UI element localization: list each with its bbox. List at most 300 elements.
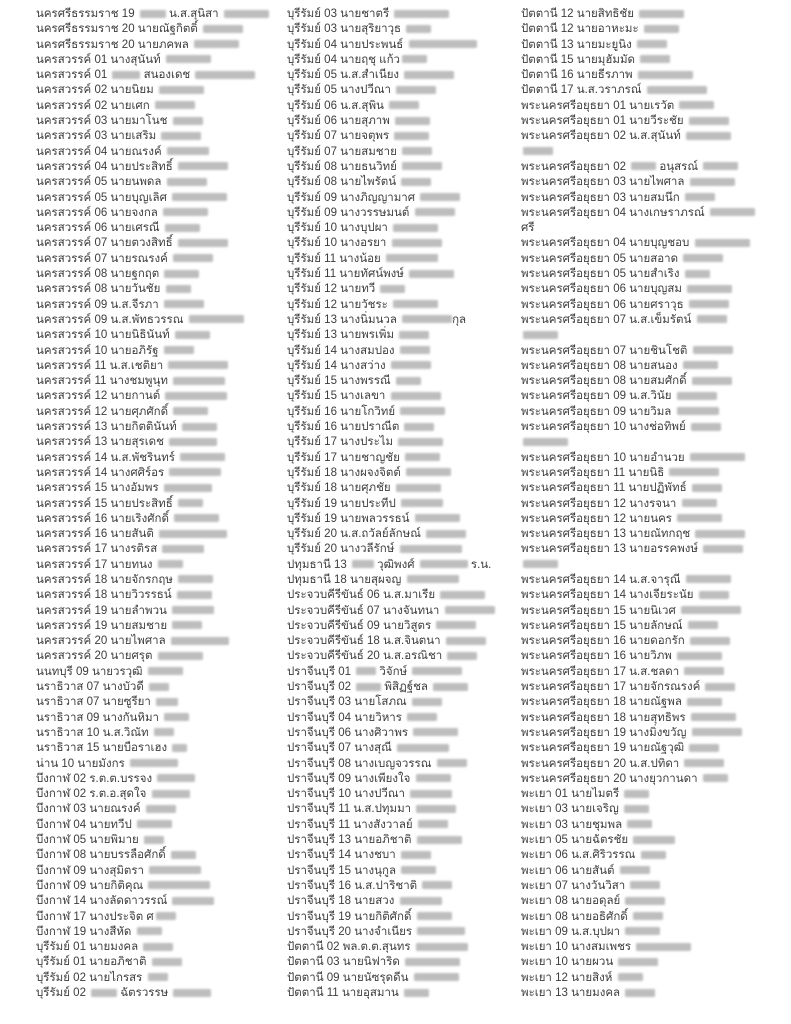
list-entry: ปัตตานี 17 น.ส.วราภรณ์ bbox=[521, 83, 789, 98]
list-entry: นครสวรรค์ 05 นายบุญเลิศ bbox=[36, 191, 285, 206]
list-entry: นครศรีธรรมราช 20 นายภคพล bbox=[36, 38, 285, 53]
list-entry: พระนครศรีอยุธยา 18 นายณัฐพล bbox=[521, 695, 789, 710]
redacted-surname bbox=[440, 591, 485, 599]
list-entry: ปราจีนบุรี 02 พิสิฏฐ์ชล bbox=[287, 680, 520, 695]
redacted-surname bbox=[637, 40, 667, 48]
list-entry: บุรีรัมย์ 07 นายจตุพร bbox=[287, 129, 520, 144]
redacted-surname bbox=[699, 591, 729, 599]
redacted-surname bbox=[158, 560, 183, 568]
list-entry: บุรีรัมย์ 20 นางวลีรักษ์ bbox=[287, 542, 520, 557]
redacted-surname bbox=[167, 178, 207, 186]
list-entry: บุรีรัมย์ 10 นางบุปผา bbox=[287, 221, 520, 236]
redacted-surname bbox=[705, 683, 735, 691]
list-entry: พระนครศรีอยุธยา 05 นายสอาด bbox=[521, 252, 789, 267]
redacted-surname bbox=[159, 530, 227, 538]
redacted-surname bbox=[401, 178, 431, 186]
list-entry: ปราจีนบุรี 10 นางปวีณา bbox=[287, 787, 520, 802]
list-entry: บึงกาฬ 19 นางสีหัด bbox=[36, 925, 285, 940]
list-entry: บุรีรัมย์ 16 นายปราณีต bbox=[287, 420, 520, 435]
list-entry: พระนครศรีอยุธยา 19 นางมิ่งขวัญ bbox=[521, 726, 789, 741]
redacted-surname bbox=[165, 224, 200, 232]
redacted-surname bbox=[405, 958, 460, 966]
redacted-surname bbox=[624, 805, 649, 813]
redacted-surname bbox=[402, 147, 432, 155]
text-column-3 bbox=[521, 7, 789, 1001]
list-entry: นครสวรรค์ 20 นายไพศาล bbox=[36, 634, 285, 649]
list-entry: พะเยา 03 นายชุมพล bbox=[521, 818, 789, 833]
redacted-surname bbox=[178, 239, 228, 247]
list-entry: ปราจีนบุรี 09 นางเพียงใจ bbox=[287, 772, 520, 787]
list-entry: ปราจีนบุรี 18 นายสวง bbox=[287, 894, 520, 909]
redacted-surname bbox=[394, 10, 449, 18]
redacted-surname bbox=[703, 545, 743, 553]
list-entry: พะเยา 05 นายฉัตรชัย bbox=[521, 833, 789, 848]
list-entry: นครสวรรค์ 02 นายเศก bbox=[36, 99, 285, 114]
list-entry: บุรีรัมย์ 12 นายทวี bbox=[287, 282, 520, 297]
redacted-surname bbox=[416, 774, 451, 782]
redacted-surname bbox=[393, 224, 438, 232]
list-entry: ปราจีนบุรี 01 วิจักษ์ bbox=[287, 665, 520, 680]
list-entry: บุรีรัมย์ 13 นายพรเพิ่ม bbox=[287, 328, 520, 343]
list-entry: บุรีรัมย์ 11 นางน้อย bbox=[287, 252, 520, 267]
list-entry: นครสวรรค์ 19 นายสมชาย bbox=[36, 619, 285, 634]
list-entry: พะเยา 13 นายมงคล bbox=[521, 986, 789, 1001]
redacted-surname bbox=[641, 851, 666, 859]
list-entry: พระนครศรีอยุธยา 12 นางรจนา bbox=[521, 497, 789, 512]
list-entry: ประจวบคีรีขันธ์ 20 น.ส.อรณิชา bbox=[287, 649, 520, 664]
redacted-surname bbox=[677, 514, 722, 522]
redacted-surname bbox=[173, 377, 225, 385]
redacted-surname bbox=[163, 208, 208, 216]
redacted-surname bbox=[149, 866, 201, 874]
redacted-surname bbox=[703, 774, 728, 782]
list-entry: นราธิวาส 07 นางบัวดี bbox=[36, 680, 285, 695]
list-entry: พะเยา 08 นายอดุลย์ bbox=[521, 894, 789, 909]
redacted-surname bbox=[625, 989, 655, 997]
redacted-surname bbox=[620, 866, 650, 874]
list-entry bbox=[521, 558, 789, 573]
redacted-surname bbox=[189, 315, 244, 323]
list-entry: นครสวรรค์ 18 นายจักรกฤษ bbox=[36, 573, 285, 588]
redacted-surname bbox=[703, 162, 738, 170]
text-column-2 bbox=[287, 7, 520, 1001]
list-entry: นราธิวาส 07 นายซูรียา bbox=[36, 695, 285, 710]
list-entry: นครสวรรค์ 15 นางอัมพร bbox=[36, 481, 285, 496]
redacted-surname bbox=[437, 759, 467, 767]
redacted-surname bbox=[380, 285, 405, 293]
list-entry: พระนครศรีอยุธยา 20 น.ส.ปทิดา bbox=[521, 757, 789, 772]
list-entry: พระนครศรีอยุธยา 01 นายวีระชัย bbox=[521, 114, 789, 129]
list-entry: นนทบุรี 09 นายวรวุฒิ bbox=[36, 665, 285, 680]
list-entry: บุรีรัมย์ 13 นางนิ่มนวล กุล bbox=[287, 313, 467, 326]
list-entry: นครศรีธรรมราช 20 นายณัฐกิตติ์ bbox=[36, 22, 285, 37]
redacted-surname bbox=[687, 698, 722, 706]
list-entry: นครสวรรค์ 20 นายศรุต bbox=[36, 649, 285, 664]
redacted-surname bbox=[683, 361, 718, 369]
redacted-surname bbox=[174, 514, 219, 522]
list-entry: ปัตตานี 11 นายอุสมาน bbox=[287, 986, 520, 1001]
redacted-surname bbox=[169, 438, 217, 446]
list-entry: บุรีรัมย์ 05 น.ส.สำเนียง bbox=[287, 68, 520, 83]
redacted-surname bbox=[404, 989, 429, 997]
redacted-surname bbox=[686, 575, 731, 583]
list-entry: พระนครศรีอยุธยา 07 นายชินโชติ bbox=[521, 344, 789, 359]
redacted-surname bbox=[165, 392, 227, 400]
list-entry: นครสวรรค์ 16 นายเริงศักดิ์ bbox=[36, 512, 285, 527]
list-entry: พะเยา 09 น.ส.บุปผา bbox=[521, 925, 789, 940]
list-entry: ปราจีนบุรี 04 นายวิหาร bbox=[287, 711, 520, 726]
list-entry: พะเยา 06 น.ส.ศิริวรรณ bbox=[521, 848, 789, 863]
list-entry: บุรีรัมย์ 14 นางสว่าง bbox=[287, 359, 520, 374]
redacted-surname bbox=[669, 468, 719, 476]
redacted-surname bbox=[407, 575, 459, 583]
list-entry: นครสวรรค์ 12 นายศุภศักดิ์ bbox=[36, 405, 285, 420]
redacted-surname bbox=[396, 86, 436, 94]
redacted-surname bbox=[175, 331, 210, 339]
redacted-surname bbox=[638, 71, 693, 79]
list-entry: พระนครศรีอยุธยา 13 นายณัทกฤช bbox=[521, 527, 789, 542]
list-entry: บึงกาฬ 09 นายกิติคุณ bbox=[36, 879, 285, 894]
redacted-surname bbox=[640, 55, 670, 63]
list-entry: นครสวรรค์ 09 น.ส.พัทธวรรณ bbox=[36, 313, 285, 328]
list-entry: พระนครศรีอยุธยา 11 นายนิธิ bbox=[521, 466, 789, 481]
redacted-surname bbox=[417, 912, 452, 920]
redacted-surname bbox=[402, 315, 452, 323]
redacted-surname bbox=[631, 162, 656, 170]
redacted-surname bbox=[687, 285, 732, 293]
redacted-surname bbox=[164, 484, 212, 492]
redacted-surname bbox=[692, 377, 732, 385]
list-entry: บึงกาฬ 08 นายบรรลือศักดิ์ bbox=[36, 848, 285, 863]
list-entry: พะเยา 08 นายอธิศักดิ์ bbox=[521, 910, 789, 925]
redacted-surname bbox=[416, 805, 456, 813]
list-entry: นครสวรรค์ 06 นายเศรณี bbox=[36, 221, 285, 236]
redacted-surname bbox=[172, 193, 227, 201]
list-entry: พระนครศรีอยุธยา 09 น.ส.วินัย bbox=[521, 389, 789, 404]
list-entry: นครสวรรค์ 08 นายฐกฤต bbox=[36, 267, 285, 282]
redacted-surname bbox=[182, 423, 217, 431]
redacted-surname bbox=[695, 239, 750, 247]
redacted-surname bbox=[137, 820, 172, 828]
list-entry: นครสวรรค์ 05 นายนพดล bbox=[36, 175, 285, 190]
redacted-surname bbox=[393, 300, 438, 308]
redacted-surname bbox=[148, 973, 168, 981]
redacted-surname bbox=[624, 790, 649, 798]
list-entry: พระนครศรีอยุธยา 17 น.ส.ชลดา bbox=[521, 665, 789, 680]
list-entry: พระนครศรีอยุธยา 06 นายศราวุธ bbox=[521, 298, 789, 313]
redacted-surname bbox=[692, 728, 742, 736]
list-entry: พระนครศรีอยุธยา 09 นายวิมล bbox=[521, 405, 789, 420]
list-entry: พระนครศรีอยุธยา 11 นายปฏิพัทธ์ bbox=[521, 481, 789, 496]
redacted-surname bbox=[168, 361, 228, 369]
list-entry: พระนครศรีอยุธยา 01 นายเรวัต bbox=[521, 99, 789, 114]
redacted-surname bbox=[523, 331, 558, 339]
redacted-surname bbox=[159, 86, 204, 94]
redacted-surname bbox=[697, 315, 727, 323]
list-entry: นครสวรรค์ 01 สนองเดช bbox=[36, 68, 285, 83]
list-entry: นครสวรรค์ 03 นายเสริม bbox=[36, 129, 285, 144]
redacted-surname bbox=[177, 591, 212, 599]
list-entry: พระนครศรีอยุธยา 03 นายไพศาล bbox=[521, 175, 789, 190]
list-entry: พะเยา 12 นายสิงห์ bbox=[521, 971, 789, 986]
list-entry: นครศรีธรรมราช 19 น.ส.สุนิสา bbox=[36, 7, 285, 22]
list-entry: นครสวรรค์ 04 นายประสิทธิ์ bbox=[36, 160, 285, 175]
redacted-surname bbox=[400, 346, 430, 354]
list-entry: นครสวรรค์ 12 นายกานต์ bbox=[36, 389, 285, 404]
redacted-surname bbox=[688, 621, 718, 629]
redacted-surname bbox=[143, 943, 173, 951]
redacted-surname bbox=[420, 193, 460, 201]
redacted-surname bbox=[152, 958, 182, 966]
redacted-surname bbox=[203, 25, 243, 33]
redacted-surname bbox=[173, 407, 208, 415]
redacted-surname bbox=[420, 560, 468, 568]
list-entry: พระนครศรีอยุธยา 18 นายสุทธิพร bbox=[521, 711, 789, 726]
redacted-surname bbox=[685, 193, 715, 201]
redacted-surname bbox=[386, 254, 438, 262]
list-entry: ประจวบคีรีขันธ์ 07 นางจันทนา bbox=[287, 604, 520, 619]
list-entry: พระนครศรีอยุธยา 10 นายอำนวย bbox=[521, 451, 789, 466]
list-entry: พระนครศรีอยุธยา 19 นายณัฐวุฒิ bbox=[521, 741, 789, 756]
list-entry: นครสวรรค์ 13 นายสุรเดช bbox=[36, 435, 285, 450]
redacted-surname bbox=[690, 178, 735, 186]
list-entry: ปทุมธานี 13 วุฒิพงศ์ ร.น. bbox=[287, 558, 492, 571]
redacted-surname bbox=[679, 101, 714, 109]
list-entry: พระนครศรีอยุธยา 04 นายบุญชอบ bbox=[521, 236, 789, 251]
list-entry: บุรีรัมย์ 17 นายชาญชัย bbox=[287, 451, 520, 466]
list-entry: พระนครศรีอยุธยา 14 น.ส.จารุณี bbox=[521, 573, 789, 588]
list-entry: พระนครศรีอยุธยา 12 นายนคร bbox=[521, 512, 789, 527]
list-entry: พระนครศรีอยุธยา 16 นายดอกรัก bbox=[521, 634, 789, 649]
list-entry bbox=[521, 435, 789, 450]
redacted-surname bbox=[172, 744, 187, 752]
list-entry: นครสวรรค์ 19 นายลำพวน bbox=[36, 604, 285, 619]
redacted-surname bbox=[144, 836, 164, 844]
list-entry: พระนครศรีอยุธยา 02 อนุสรณ์ bbox=[521, 160, 789, 175]
redacted-surname bbox=[691, 423, 721, 431]
redacted-surname bbox=[625, 897, 665, 905]
list-entry: ปราจีนบุรี 11 นางสังวาลย์ bbox=[287, 818, 520, 833]
list-entry: ปราจีนบุรี 11 น.ส.ปทุมมา bbox=[287, 802, 520, 817]
redacted-surname bbox=[685, 270, 710, 278]
list-entry: บุรีรัมย์ 04 นายฤชุ แก้ว bbox=[287, 53, 520, 68]
list-entry: พระนครศรีอยุธยา 03 นายสมนึก bbox=[521, 191, 789, 206]
redacted-surname bbox=[166, 285, 191, 293]
redacted-surname bbox=[644, 25, 679, 33]
redacted-surname bbox=[684, 667, 724, 675]
redacted-surname bbox=[618, 958, 658, 966]
redacted-surname bbox=[447, 652, 477, 660]
redacted-surname bbox=[417, 836, 462, 844]
list-entry: พะเยา 10 นางสมเพชร bbox=[521, 940, 789, 955]
redacted-surname bbox=[418, 820, 448, 828]
list-entry: บุรีรัมย์ 09 นางวรรษมนต์ bbox=[287, 206, 520, 221]
redacted-surname bbox=[523, 438, 568, 446]
list-entry: ศรี bbox=[521, 222, 535, 235]
redacted-surname bbox=[137, 927, 162, 935]
redacted-surname bbox=[690, 453, 745, 461]
redacted-surname bbox=[156, 912, 176, 920]
redacted-surname bbox=[224, 10, 269, 18]
redacted-surname bbox=[396, 377, 421, 385]
list-entry: บุรีรัมย์ 11 นายทัศน์พงษ์ bbox=[287, 267, 520, 282]
list-entry: นราธิวาส 10 น.ส.วิณัท bbox=[36, 726, 285, 741]
redacted-surname bbox=[164, 300, 204, 308]
redacted-surname bbox=[404, 423, 434, 431]
redacted-surname bbox=[166, 55, 211, 63]
redacted-surname bbox=[445, 606, 495, 614]
list-entry: บึงกาฬ 02 ร.ต.ต.บรรจง bbox=[36, 772, 285, 787]
list-entry: พะเยา 03 นายเจริญ bbox=[521, 802, 789, 817]
redacted-surname bbox=[399, 331, 429, 339]
list-entry: บุรีรัมย์ 08 นายไพรัตน์ bbox=[287, 175, 520, 190]
list-entry: นครสวรรค์ 02 นายนิยม bbox=[36, 83, 285, 98]
redacted-surname bbox=[164, 346, 194, 354]
redacted-surname bbox=[172, 621, 202, 629]
list-entry: นครสวรรค์ 03 นายมาโนช bbox=[36, 114, 285, 129]
redacted-surname bbox=[406, 468, 451, 476]
list-entry: พระนครศรีอยุธยา 05 นายสำเริง bbox=[521, 267, 789, 282]
redacted-surname bbox=[618, 973, 643, 981]
redacted-surname bbox=[412, 698, 442, 706]
list-entry: ปัตตานี 16 นายธีรภาพ bbox=[521, 68, 789, 83]
list-entry: บึงกาฬ 04 นายทวีป bbox=[36, 818, 285, 833]
redacted-surname bbox=[173, 989, 211, 997]
list-entry: บุรีรัมย์ 19 นายพลวรรธน์ bbox=[287, 512, 520, 527]
list-entry: นครสวรรค์ 08 นายวันชัย bbox=[36, 282, 285, 297]
list-entry: นครสวรรค์ 13 นายกิตตินันท์ bbox=[36, 420, 285, 435]
redacted-surname bbox=[180, 453, 225, 461]
redacted-surname bbox=[409, 40, 477, 48]
list-entry: ปัตตานี 12 นายอาหะมะ bbox=[521, 22, 789, 37]
redacted-surname bbox=[400, 545, 462, 553]
redacted-surname bbox=[409, 270, 454, 278]
list-entry: พระนครศรีอยุธยา 14 นางเจียระนัย bbox=[521, 588, 789, 603]
redacted-surname bbox=[410, 790, 452, 798]
redacted-surname bbox=[172, 897, 214, 905]
list-entry: บึงกาฬ 05 นายพิมาย bbox=[36, 833, 285, 848]
redacted-surname bbox=[152, 790, 190, 798]
list-entry: บุรีรัมย์ 08 นายธนวิทย์ bbox=[287, 160, 520, 175]
redacted-surname bbox=[695, 530, 745, 538]
list-entry: พระนครศรีอยุธยา 20 นางยุวกานดา bbox=[521, 772, 789, 787]
redacted-surname bbox=[710, 208, 755, 216]
list-entry: น่าน 10 นายมังกร bbox=[36, 757, 285, 772]
redacted-surname bbox=[625, 927, 660, 935]
redacted-surname bbox=[400, 407, 445, 415]
list-entry: นครสวรรค์ 17 นางรติรส bbox=[36, 542, 285, 557]
list-entry: พระนครศรีอยุธยา 15 นายลักษณ์ bbox=[521, 619, 789, 634]
list-entry: ปราจีนบุรี 20 นางจำเนียร bbox=[287, 925, 520, 940]
list-entry: บุรีรัมย์ 06 น.ส.สุพิน bbox=[287, 99, 520, 114]
list-entry: บุรีรัมย์ 12 นายวัชระ bbox=[287, 298, 520, 313]
redacted-surname bbox=[627, 820, 652, 828]
redacted-surname bbox=[446, 637, 486, 645]
list-entry: บึงกาฬ 17 นางประจิต ศ bbox=[36, 910, 285, 925]
redacted-surname bbox=[178, 575, 213, 583]
redacted-surname bbox=[157, 774, 195, 782]
redacted-surname bbox=[164, 713, 189, 721]
list-entry bbox=[521, 328, 789, 343]
list-entry: ปราจีนบุรี 14 นางชบา bbox=[287, 848, 520, 863]
redacted-surname bbox=[140, 10, 166, 18]
redacted-surname bbox=[149, 683, 169, 691]
list-entry: พระนครศรีอยุธยา 10 นางช่อทิพย์ bbox=[521, 420, 789, 435]
list-entry: บุรีรัมย์ 05 นางปวีณา bbox=[287, 83, 520, 98]
redacted-surname bbox=[693, 346, 733, 354]
list-entry: บุรีรัมย์ 18 นายศุภชัย bbox=[287, 481, 520, 496]
list-entry: บุรีรัมย์ 10 นางอรยา bbox=[287, 236, 520, 251]
redacted-surname bbox=[683, 254, 723, 262]
list-entry: นครสวรรค์ 01 นางสุนันท์ bbox=[36, 53, 285, 68]
redacted-surname bbox=[401, 866, 436, 874]
redacted-surname bbox=[412, 667, 462, 675]
list-entry: นครสวรรค์ 10 นายอภิรัฐ bbox=[36, 344, 285, 359]
redacted-surname bbox=[171, 851, 196, 859]
redacted-surname bbox=[681, 606, 741, 614]
redacted-surname bbox=[689, 744, 719, 752]
redacted-surname bbox=[173, 254, 213, 262]
redacted-surname bbox=[148, 667, 183, 675]
list-entry: นครสวรรค์ 16 นายสันติ bbox=[36, 527, 285, 542]
redacted-surname bbox=[389, 101, 419, 109]
redacted-surname bbox=[406, 25, 431, 33]
redacted-surname bbox=[682, 499, 717, 507]
redacted-surname bbox=[414, 973, 459, 981]
redacted-surname bbox=[397, 744, 449, 752]
list-entry: ปัตตานี 09 นายนัซรุดดีน bbox=[287, 971, 520, 986]
redacted-surname bbox=[146, 805, 176, 813]
redacted-surname bbox=[156, 698, 178, 706]
list-entry: นครสวรรค์ 11 น.ส.เชติยา bbox=[36, 359, 285, 374]
list-entry: ปัตตานี 15 นายมุฮัมมัด bbox=[521, 53, 789, 68]
list-entry: ปัตตานี 03 นายนิฟาริด bbox=[287, 955, 520, 970]
redacted-surname bbox=[167, 147, 209, 155]
list-entry: พระนครศรีอยุธยา 04 นางเกษราภรณ์ bbox=[521, 206, 789, 221]
list-entry: พระนครศรีอยุธยา 02 น.ส.สุนันท์ bbox=[521, 129, 789, 144]
list-entry: ปราจีนบุรี 16 น.ส.ปาริชาติ bbox=[287, 879, 520, 894]
redacted-surname bbox=[394, 132, 429, 140]
redacted-surname bbox=[112, 71, 140, 79]
redacted-surname bbox=[407, 713, 437, 721]
list-entry: พะเยา 07 นางวันวิสา bbox=[521, 879, 789, 894]
list-entry: นครสวรรค์ 04 นายณรงค์ bbox=[36, 145, 285, 160]
list-entry: บุรีรัมย์ 03 นายชาตรี bbox=[287, 7, 520, 22]
redacted-surname bbox=[633, 836, 675, 844]
list-entry: นครสวรรค์ 14 น.ส.พัชรินทร์ bbox=[36, 451, 285, 466]
redacted-surname bbox=[415, 514, 460, 522]
list-entry: บุรีรัมย์ 20 น.ส.ถวัลย์ลักษณ์ bbox=[287, 527, 520, 542]
list-entry: นครสวรรค์ 14 นางศศิร์อร bbox=[36, 466, 285, 481]
redacted-surname bbox=[689, 117, 729, 125]
redacted-surname bbox=[395, 117, 430, 125]
list-entry: บุรีรัมย์ 01 นายมงคล bbox=[36, 940, 285, 955]
redacted-surname bbox=[433, 683, 468, 691]
list-entry: บุรีรัมย์ 03 นายสุริยาวุธ bbox=[287, 22, 520, 37]
list-entry: พระนครศรีอยุธยา 17 นายจักรณรงค์ bbox=[521, 680, 789, 695]
list-entry: บึงกาฬ 09 นางสุมิตรา bbox=[36, 864, 285, 879]
redacted-surname bbox=[402, 55, 427, 63]
redacted-surname bbox=[630, 881, 660, 889]
redacted-surname bbox=[194, 40, 239, 48]
text-column-1 bbox=[36, 7, 285, 1001]
redacted-surname bbox=[148, 881, 210, 889]
redacted-surname bbox=[677, 392, 717, 400]
redacted-surname bbox=[426, 530, 466, 538]
list-entry: พระนครศรีอยุธยา 15 นายนิเวศ bbox=[521, 604, 789, 619]
list-entry: บุรีรัมย์ 15 นางพรรณี bbox=[287, 374, 520, 389]
list-entry: นครสวรรค์ 06 นายจงกล bbox=[36, 206, 285, 221]
